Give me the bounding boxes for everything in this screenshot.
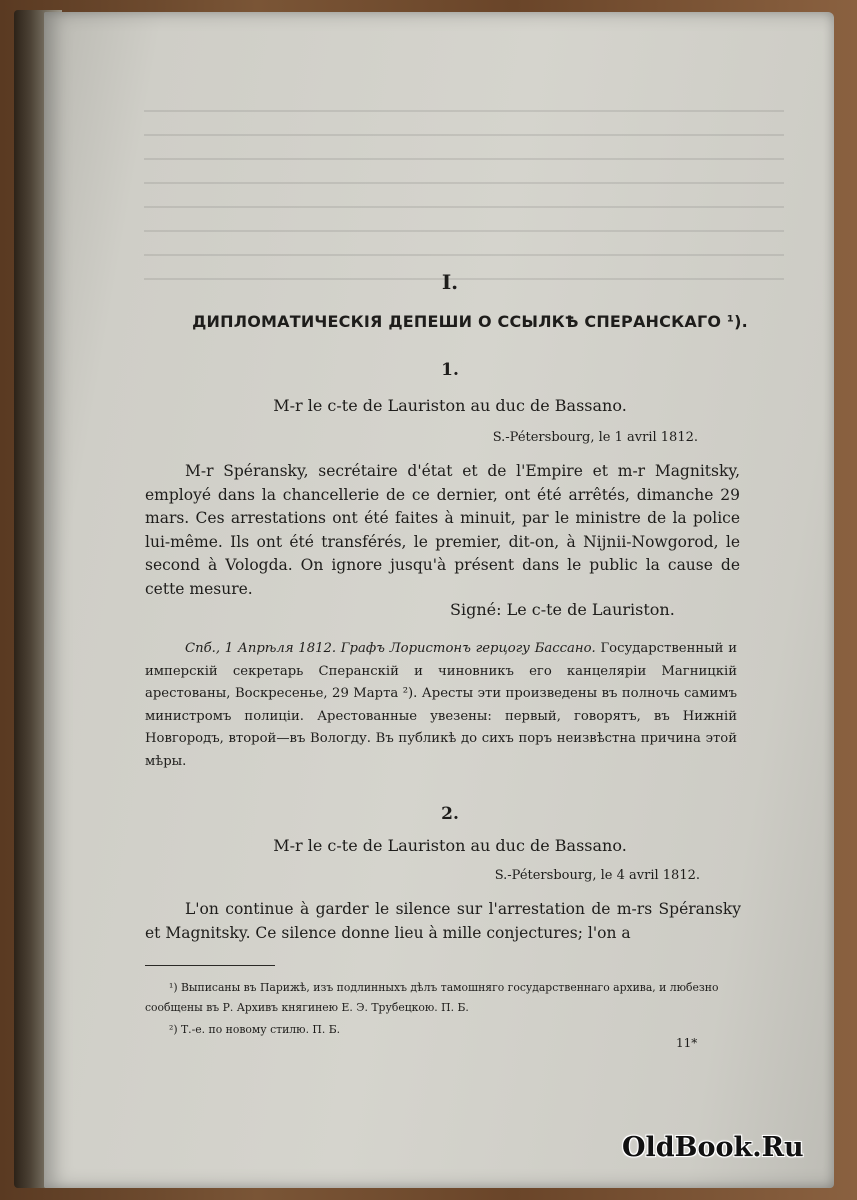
dispatch-2-body: L'on continue à garder le silence sur l'arrestation de m-rs Spéransky et Magnitsky. Ce silence donne lieu à mille conjectures; l'on a [145, 900, 741, 942]
dispatch-1-heading: M-r le c-te de Lauriston au duc de Bassano. [273, 396, 627, 415]
footnote-2: ²) Т.-е. по новому стилю. П. Б. [169, 1023, 341, 1036]
footnote-rule [145, 965, 275, 966]
dispatch-2-heading: M-r le c-te de Lauriston au duc de Bassano. [273, 836, 627, 855]
dispatch-2-number: 2. [441, 804, 459, 824]
dispatch-2-dateline: S.-Pétersbourg, le 4 avril 1812. [494, 868, 700, 883]
dispatch-1-dateline: S.-Pétersbourg, le 1 avril 1812. [492, 430, 698, 445]
page-signature-mark: 11* [676, 1036, 698, 1050]
translation-body: Государственный и имперскій секретарь Сперанскій и чиновникъ его канцеляріи Магницкій арестованы, Воскресенье, 29 Марта ²). Аресты эти произведены въ полночь самимъ министромъ полиціи. Арестованные увезены: первый, говорятъ, въ Нижній Новгородъ, второй—въ Вологду. Въ публикѣ до сихъ поръ неизвѣстна причина этой мѣры. [145, 641, 737, 769]
section-roman-numeral: I. [441, 270, 459, 294]
page-title: ДИПЛОМАТИЧЕСКІЯ ДЕПЕШИ О ССЫЛКѢ СПЕРАНСКАГО ¹). [192, 312, 748, 331]
translation-lead: Спб., 1 Апрѣля 1812. Графъ Лористонъ герцогу Бассано. [185, 641, 596, 656]
dispatch-1-number: 1. [441, 360, 459, 380]
dispatch-1-signature: Signé: Le c-te de Lauriston. [450, 600, 675, 619]
footnote-1: ¹) Выписаны въ Парижѣ, изъ подлинныхъ дѣлъ тамошняго государственнаго архива, и любезно сообщены въ Р. Архивъ княгинею Е. Э. Трубецкою. П. Б. [145, 981, 719, 1014]
watermark-text: OldBook.Ru [622, 1132, 804, 1163]
dispatch-1-body: M-r Spéransky, secrétaire d'état et de l'Empire et m-r Magnitsky, employé dans la chancellerie de ce dernier, ont été arrêtés, dimanche 29 mars. Ces arrestations ont été faites à minuit, par le ministre de la police lui-même. Ils ont été transférés, le premier, dit-on, à Nijnii-Nowgorod, le second à Vologda. On ignore jusqu'à présent dans le public la cause de cette mesure. [145, 462, 740, 598]
dispatch-1-translation [145, 638, 737, 773]
